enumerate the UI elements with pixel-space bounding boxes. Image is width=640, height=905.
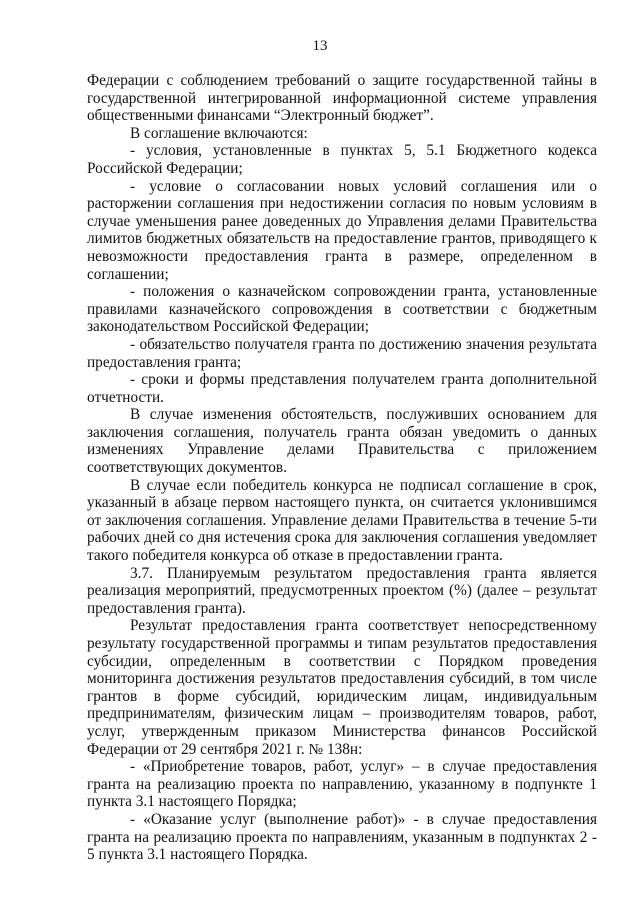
paragraph: - условие о согласовании новых условий соглашения или о расторжении соглашения при недостижении согласия по новым условиям в случае уменьшения ранее доведенных до Управления делами Правительства лимитов бюджетных обязательств на предоставление грантов, приводящего к невозможности предоставления гранта в размере, определенном в соглашении; xyxy=(87,177,597,283)
paragraph: - условия, установленные в пунктах 5, 5.1 Бюджетного кодекса Российской Федерации; xyxy=(87,142,597,177)
paragraph: - положения о казначейском сопровождении гранта, установленные правилами казначейского сопровождения в соответствии с бюджетным законодательством Российской Федерации; xyxy=(87,283,597,336)
paragraph: Результат предоставления гранта соответствует непосредственному результату государственной программы и типам результатов предоставления субсидии, определенным в соответствии с Порядком проведения мониторинга достижения результатов предоставления субсидий, в том числе грантов в форме субсидий, юридическим лицам, индивидуальным предпринимателям, физическим лицам – производителям товаров, работ, услуг, утвержденным приказом Министерства финансов Российской Федерации от 29 сентября 2021 г. № 138н: xyxy=(87,617,597,758)
paragraph: - обязательство получателя гранта по достижению значения результата предоставления гранта; xyxy=(87,335,597,371)
document-body xyxy=(87,72,597,864)
paragraph: В случае изменения обстоятельств, послуживших основанием для заключения соглашения, получатель гранта обязан уведомить о данных изменениях Управление делами Правительства с приложением соответствующих документов. xyxy=(87,406,597,477)
paragraph: Федерации с соблюдением требований о защите государственной тайны в государственной интегрированной информационной системе управления общественными финансами “Электронный бюджет”. xyxy=(87,72,597,125)
paragraph: В соглашение включаются: xyxy=(130,124,308,142)
paragraph: - «Оказание услуг (выполнение работ)» - в случае предоставления гранта на реализацию проекта по направлениям, указанным в подпунктах 2 - 5 пункта 3.1 настоящего Порядка. xyxy=(87,810,597,864)
page-number: 13 xyxy=(312,38,328,54)
paragraph: В случае если победитель конкурса не подписал соглашение в срок, указанный в абзаце первом настоящего пункта, он считается уклонившимся от заключения соглашения. Управление делами Правительства в течение 5-ти рабочих дней со дня истечения срока для заключения соглашения уведомляет такого победителя конкурса об отказе в предоставлении гранта. xyxy=(87,476,597,565)
paragraph: 3.7. Планируемым результатом предоставления гранта является реализация мероприятий, предусмотренных проектом (%) (далее – результат предоставления гранта). xyxy=(87,564,597,617)
paragraph: - «Приобретение товаров, работ, услуг» – в случае предоставления гранта на реализацию проекта по направлению, указанному в подпункте 1 пункта 3.1 настоящего Порядка; xyxy=(87,758,597,811)
paragraph: - сроки и формы представления получателем гранта дополнительной отчетности. xyxy=(87,371,597,406)
